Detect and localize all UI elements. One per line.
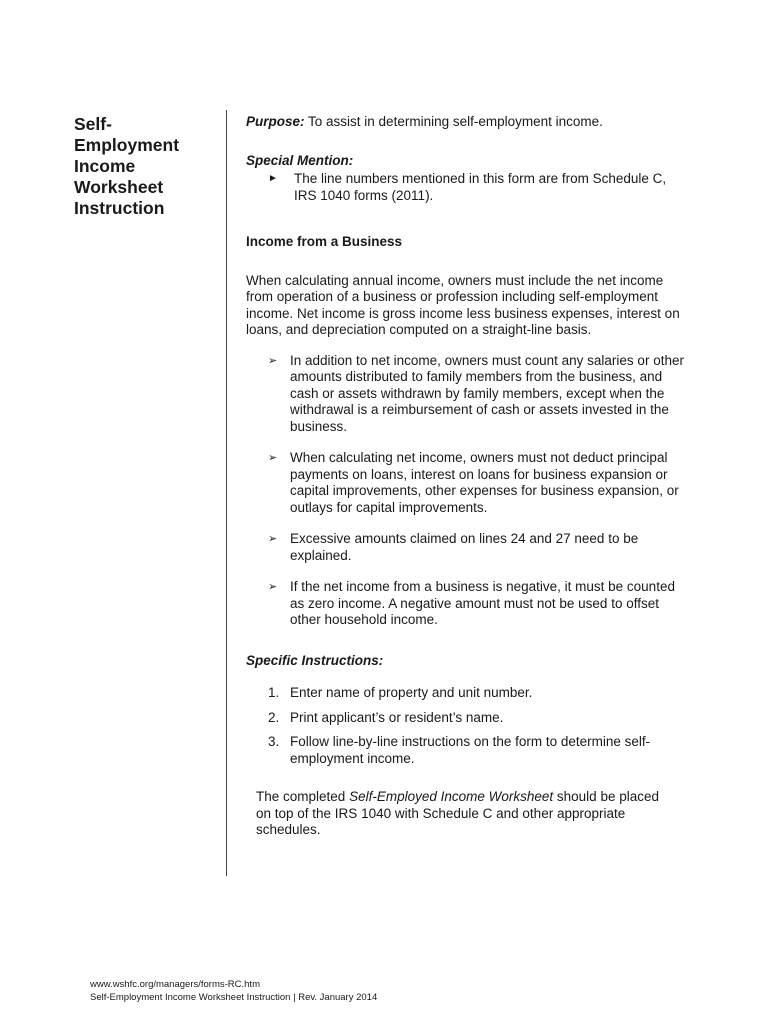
list-item xyxy=(268,579,690,629)
step-number: 3. xyxy=(268,734,280,749)
step-number: 2. xyxy=(268,709,280,725)
list-item xyxy=(268,353,690,436)
step-number: 1. xyxy=(268,685,280,700)
step-text: Enter name of property and unit number. xyxy=(290,685,533,700)
title-line: Income xyxy=(74,156,136,176)
income-bullet-list xyxy=(246,353,690,629)
list-item-text: In addition to net income, owners must count any salaries or other amounts distributed to family members from the business, and cash or assets withdrawn by family members, except when the withdrawal is a reimbursement of cash or assets invested in the business. xyxy=(290,352,684,434)
step-text: Follow line-by-line instructions on the form to determine self-employment income. xyxy=(290,734,651,766)
income-section-paragraph: When calculating annual income, owners must include the net income from operation of a business or profession including self-employment income. Net income is gross income less business expenses, interest on loans, and depreciation computed on a straight-line basis. xyxy=(246,272,680,337)
list-item-text: Excessive amounts claimed on lines 24 and 27 need to be explained. xyxy=(290,531,639,563)
step-item xyxy=(268,710,690,727)
closing-text-start: The completed xyxy=(256,789,350,804)
special-mention-heading: Special Mention: xyxy=(246,152,354,168)
purpose-label: Purpose: xyxy=(246,114,305,129)
arrow-bullet-icon: ➢ xyxy=(268,354,278,367)
footer-url: www.wshfc.org/managers/forms-RC.htm xyxy=(90,979,260,990)
instruction-steps xyxy=(246,685,690,767)
arrow-bullet-icon: ➢ xyxy=(268,581,278,593)
closing-text-end: should be placed on top of the IRS 1040 with Schedule C and other appropriate schedules. xyxy=(256,789,659,837)
title-line: Self- xyxy=(74,114,112,134)
arrow-bullet-icon: ➢ xyxy=(268,533,278,545)
step-text: Print applicant’s or resident’s name. xyxy=(290,709,504,725)
income-section-heading: Income from a Business xyxy=(246,234,403,249)
arrow-bullet-icon: ➢ xyxy=(268,452,278,464)
worksheet-name: Self-Employed Income Worksheet xyxy=(349,789,554,804)
main-content xyxy=(246,114,690,839)
list-item xyxy=(268,450,690,516)
list-item-text: When calculating net income, owners must not deduct principal payments on loans, interest on loans for business expansion or capital improvements, other expenses for business expansion, or outlays for capital improvements. xyxy=(290,450,679,515)
title-line: Worksheet xyxy=(74,177,164,197)
triangle-bullet-icon: ► xyxy=(268,173,278,184)
step-item xyxy=(268,685,690,702)
title-line: Instruction xyxy=(74,198,165,218)
footer-revision: Self-Employment Income Worksheet Instruction | Rev. January 2014 xyxy=(90,992,378,1003)
closing-paragraph xyxy=(256,789,676,839)
list-item xyxy=(268,531,690,564)
list-item-text: If the net income from a business is negative, it must be counted as zero income. A negative amount must not be used to offset other household income. xyxy=(290,579,675,627)
document-title xyxy=(74,114,214,219)
title-line: Employment xyxy=(74,135,180,155)
vertical-divider xyxy=(226,110,227,876)
step-item xyxy=(268,734,690,767)
specific-instructions-heading: Specific Instructions: xyxy=(246,652,384,668)
special-mention-item xyxy=(268,171,690,204)
purpose-text: To assist in determining self-employment income. xyxy=(304,114,603,129)
special-mention-text: The line numbers mentioned in this form are from Schedule C, IRS 1040 forms (2011). xyxy=(294,171,667,203)
purpose-line xyxy=(246,114,690,131)
page-footer xyxy=(90,978,377,1004)
